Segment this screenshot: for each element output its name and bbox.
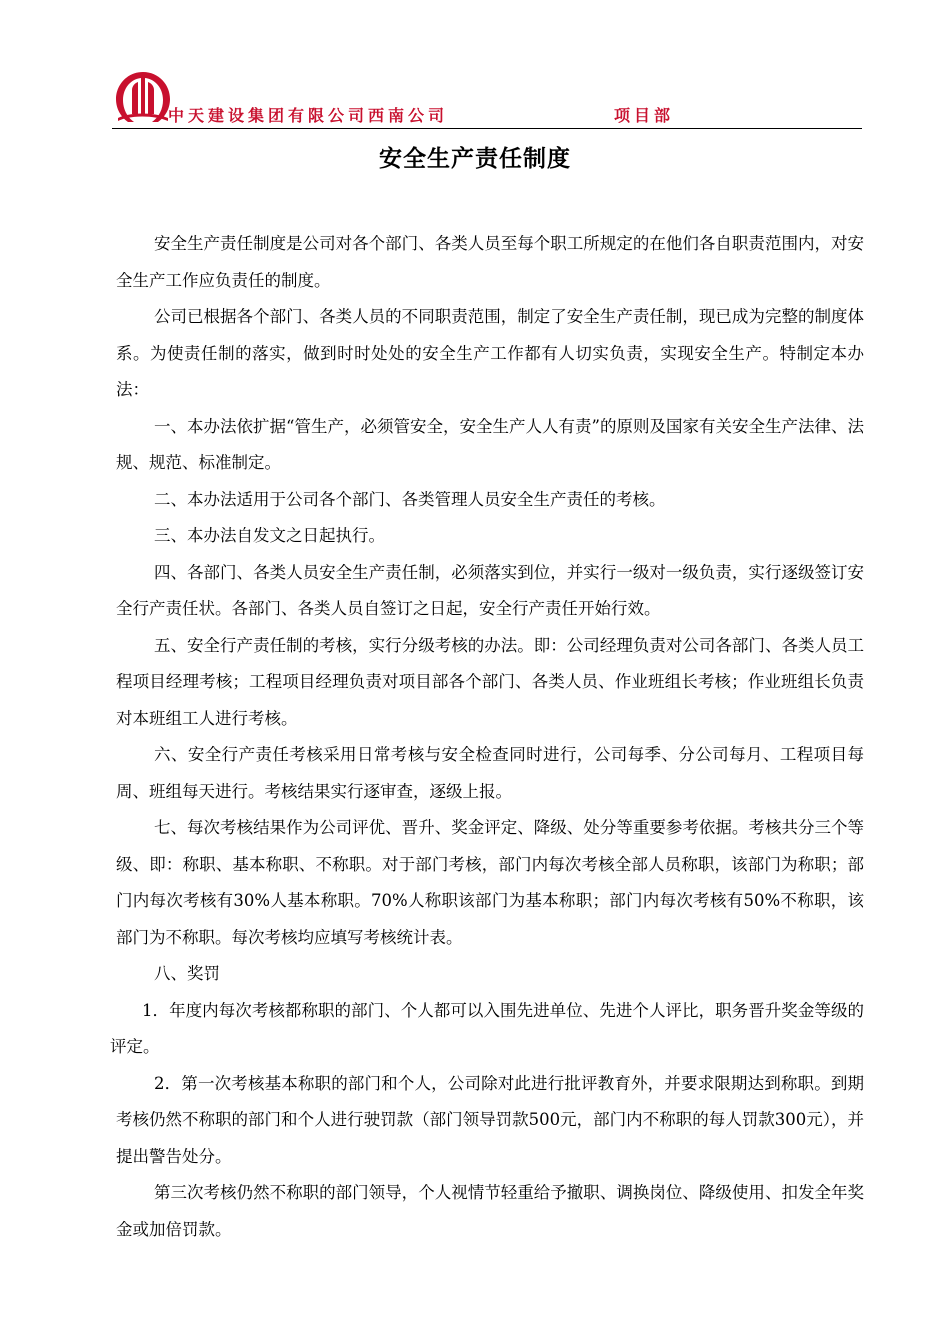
paragraph: 1．年度内每次考核都称职的部门、个人都可以入围先进单位、先进个人评比，职务晋升奖金等级的评定。 [110,1000,864,1056]
paragraph: 一、本办法依扩据“管生产，必须管安全，安全生产人人有责”的原则及国家有关安全生产法律、法规、规范、标准制定。 [116,416,864,472]
paragraph: 三、本办法自发文之日起执行。 [154,526,385,545]
company-name: 中天建设集团有限公司西南公司 [168,106,449,125]
paragraph: 六、安全行产责任考核采用日常考核与安全检查同时进行，公司每季、分公司每月、工程项目每周、班组每天进行。考核结果实行逐审查，逐级上报。 [116,745,864,801]
paragraph: 五、安全行产责任制的考核，实行分级考核的办法。即：公司经理负责对公司各部门、各类人员工程项目经理考核；工程项目经理负责对项目部各个部门、各类人员、作业班组长考核；作业班组长负责对本班组工人进行考核。 [116,635,864,728]
paragraph: 公司已根据各个部门、各类人员的不同职责范围，制定了安全生产责任制，现已成为完整的制度体系。为使责任制的落实，做到时时处处的安全生产工作都有人切实负责，实现安全生产。特制定本办法： [116,307,864,399]
paragraph: 第三次考核仍然不称职的部门领导，个人视情节轻重给予撤职、调换岗位、降级使用、扣发全年奖金或加倍罚款。 [116,1183,864,1239]
paragraph: 安全生产责任制度是公司对各个部门、各类人员至每个职工所规定的在他们各自职责范围内，对安全生产工作应负责任的制度。 [116,234,864,290]
document-title: 安全生产责任制度 [379,146,571,172]
company-logo-icon [114,68,172,126]
document-body [110,226,864,1248]
paragraph: 八、奖罚 [154,964,220,983]
paragraph: 二、本办法适用于公司各个部门、各类管理人员安全生产责任的考核。 [154,489,666,509]
paragraph: 2．第一次考核基本称职的部门和个人，公司除对此进行批评教育外，并要求限期达到称职。到期考核仍然不称职的部门和个人进行驶罚款（部门领导罚款500元，部门内不称职的每人罚款300元），并提出警告处分。 [116,1073,864,1166]
paragraph: 四、各部门、各类人员安全生产责任制，必须落实到位，并实行一级对一级负责，实行逐级签订安全行产责任状。各部门、各类人员自签订之日起，安全行产责任开始行效。 [116,562,864,618]
department-name: 项目部 [614,106,675,125]
page-header [112,64,862,129]
paragraph: 七、每次考核结果作为公司评优、晋升、奖金评定、降级、处分等重要参考依据。考核共分三个等级、即：称职、基本称职、不称职。对于部门考核，部门内每次考核全部人员称职，该部门为称职；部门内每次考核有30%人基本称职。70%人称职该部门为基本称职；部门内每次考核有50%不称职，该部门为不称职。每次考核均应填写考核统计表。 [116,818,864,947]
